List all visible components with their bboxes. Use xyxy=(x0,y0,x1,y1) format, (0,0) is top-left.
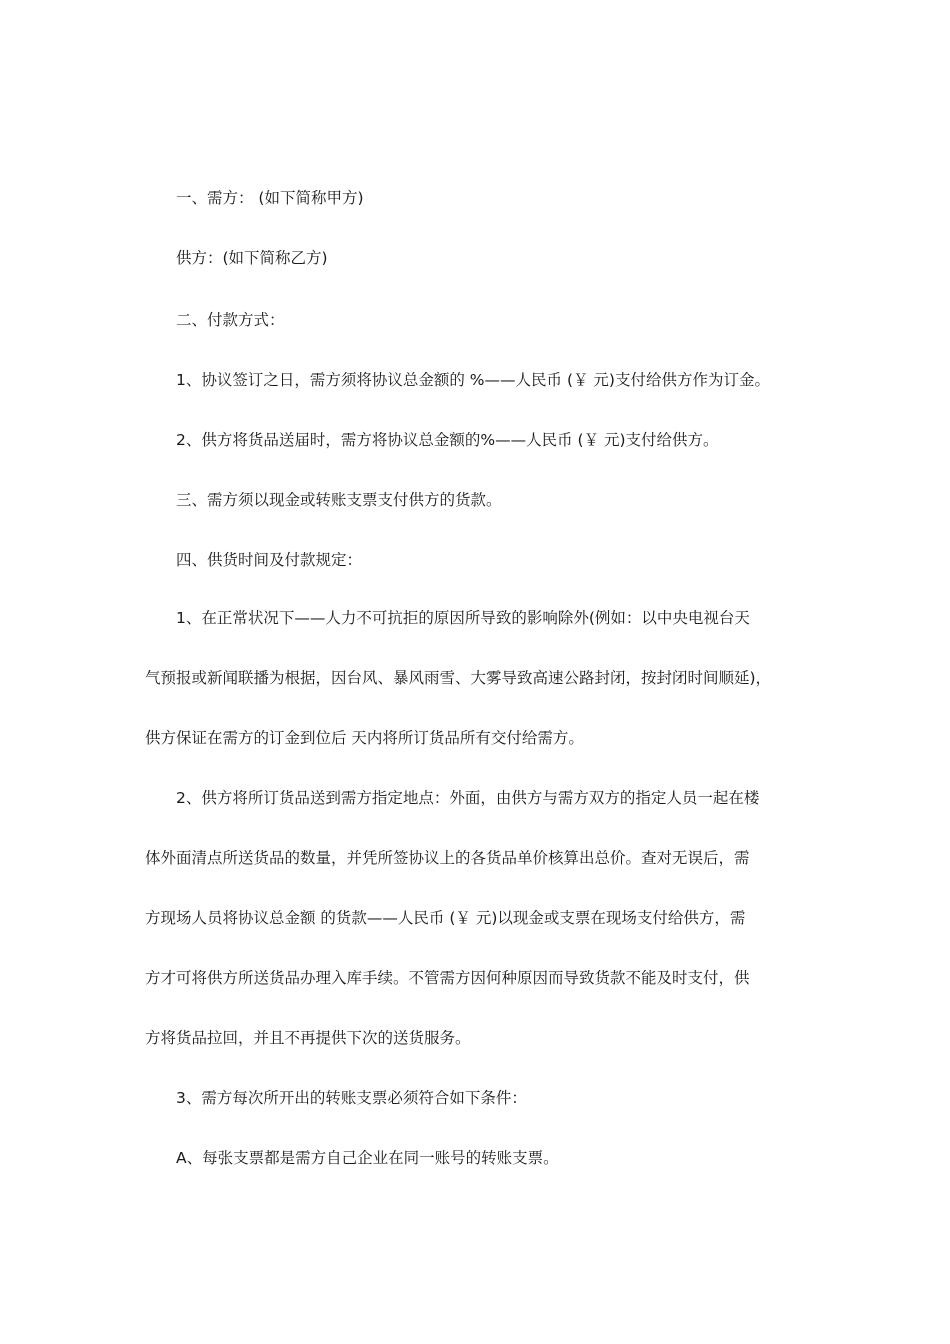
clause-4-item-3: 3、需方每次所开出的转账支票必须符合如下条件： xyxy=(176,1089,527,1107)
clause-4-item-3-a: A、每张支票都是需方自己企业在同一账号的转账支票。 xyxy=(176,1149,559,1167)
clause-4-item-1-line-2: 气预报或新闻联播为根据，因台风、暴风雨雪、大雾导致高速公路封闭，按封闭时间顺延)， xyxy=(145,669,772,687)
clause-2-heading: 二、付款方式： xyxy=(176,311,285,329)
clause-2-item-2: 2、供方将货品送届时，需方将协议总金额的%——人民币 (￥ 元)支付给供方。 xyxy=(176,431,719,449)
clause-4-item-2-line-5: 方将货品拉回，并且不再提供下次的送货服务。 xyxy=(145,1029,471,1047)
clause-2-item-1: 1、协议签订之日，需方须将协议总金额的 %——人民币 (￥ 元)支付给供方作为订金。 xyxy=(176,371,770,389)
clause-4-item-2-line-1: 2、供方将所订货品送到需方指定地点：外面，由供方与需方双方的指定人员一起在楼 xyxy=(176,789,760,807)
clause-4-item-2-line-3: 方现场人员将协议总金额 的货款——人民币 (￥ 元)以现金或支票在现场支付给供方，需 xyxy=(145,909,746,927)
clause-4-item-1-line-3: 供方保证在需方的订金到位后 天内将所订货品所有交付给需方。 xyxy=(145,729,584,747)
clause-1-parties-buyer: 一、需方： (如下简称甲方) xyxy=(176,189,364,207)
clause-4-item-1-line-1: 1、在正常状况下——人力不可抗拒的原因所导致的影响除外(例如：以中央电视台天 xyxy=(176,609,750,627)
clause-4-item-2-line-4: 方才可将供方所送货品办理入库手续。不管需方因何种原因而导致货款不能及时支付，供 xyxy=(145,969,750,987)
clause-3-heading: 三、需方须以现金或转账支票支付供方的货款。 xyxy=(176,491,502,509)
clause-4-item-2-line-2: 体外面清点所送货品的数量，并凭所签协议上的各货品单价核算出总价。查对无误后，需 xyxy=(145,849,750,867)
clause-4-heading: 四、供货时间及付款规定： xyxy=(176,551,363,569)
clause-1-parties-supplier: 供方：(如下简称乙方) xyxy=(176,249,328,267)
